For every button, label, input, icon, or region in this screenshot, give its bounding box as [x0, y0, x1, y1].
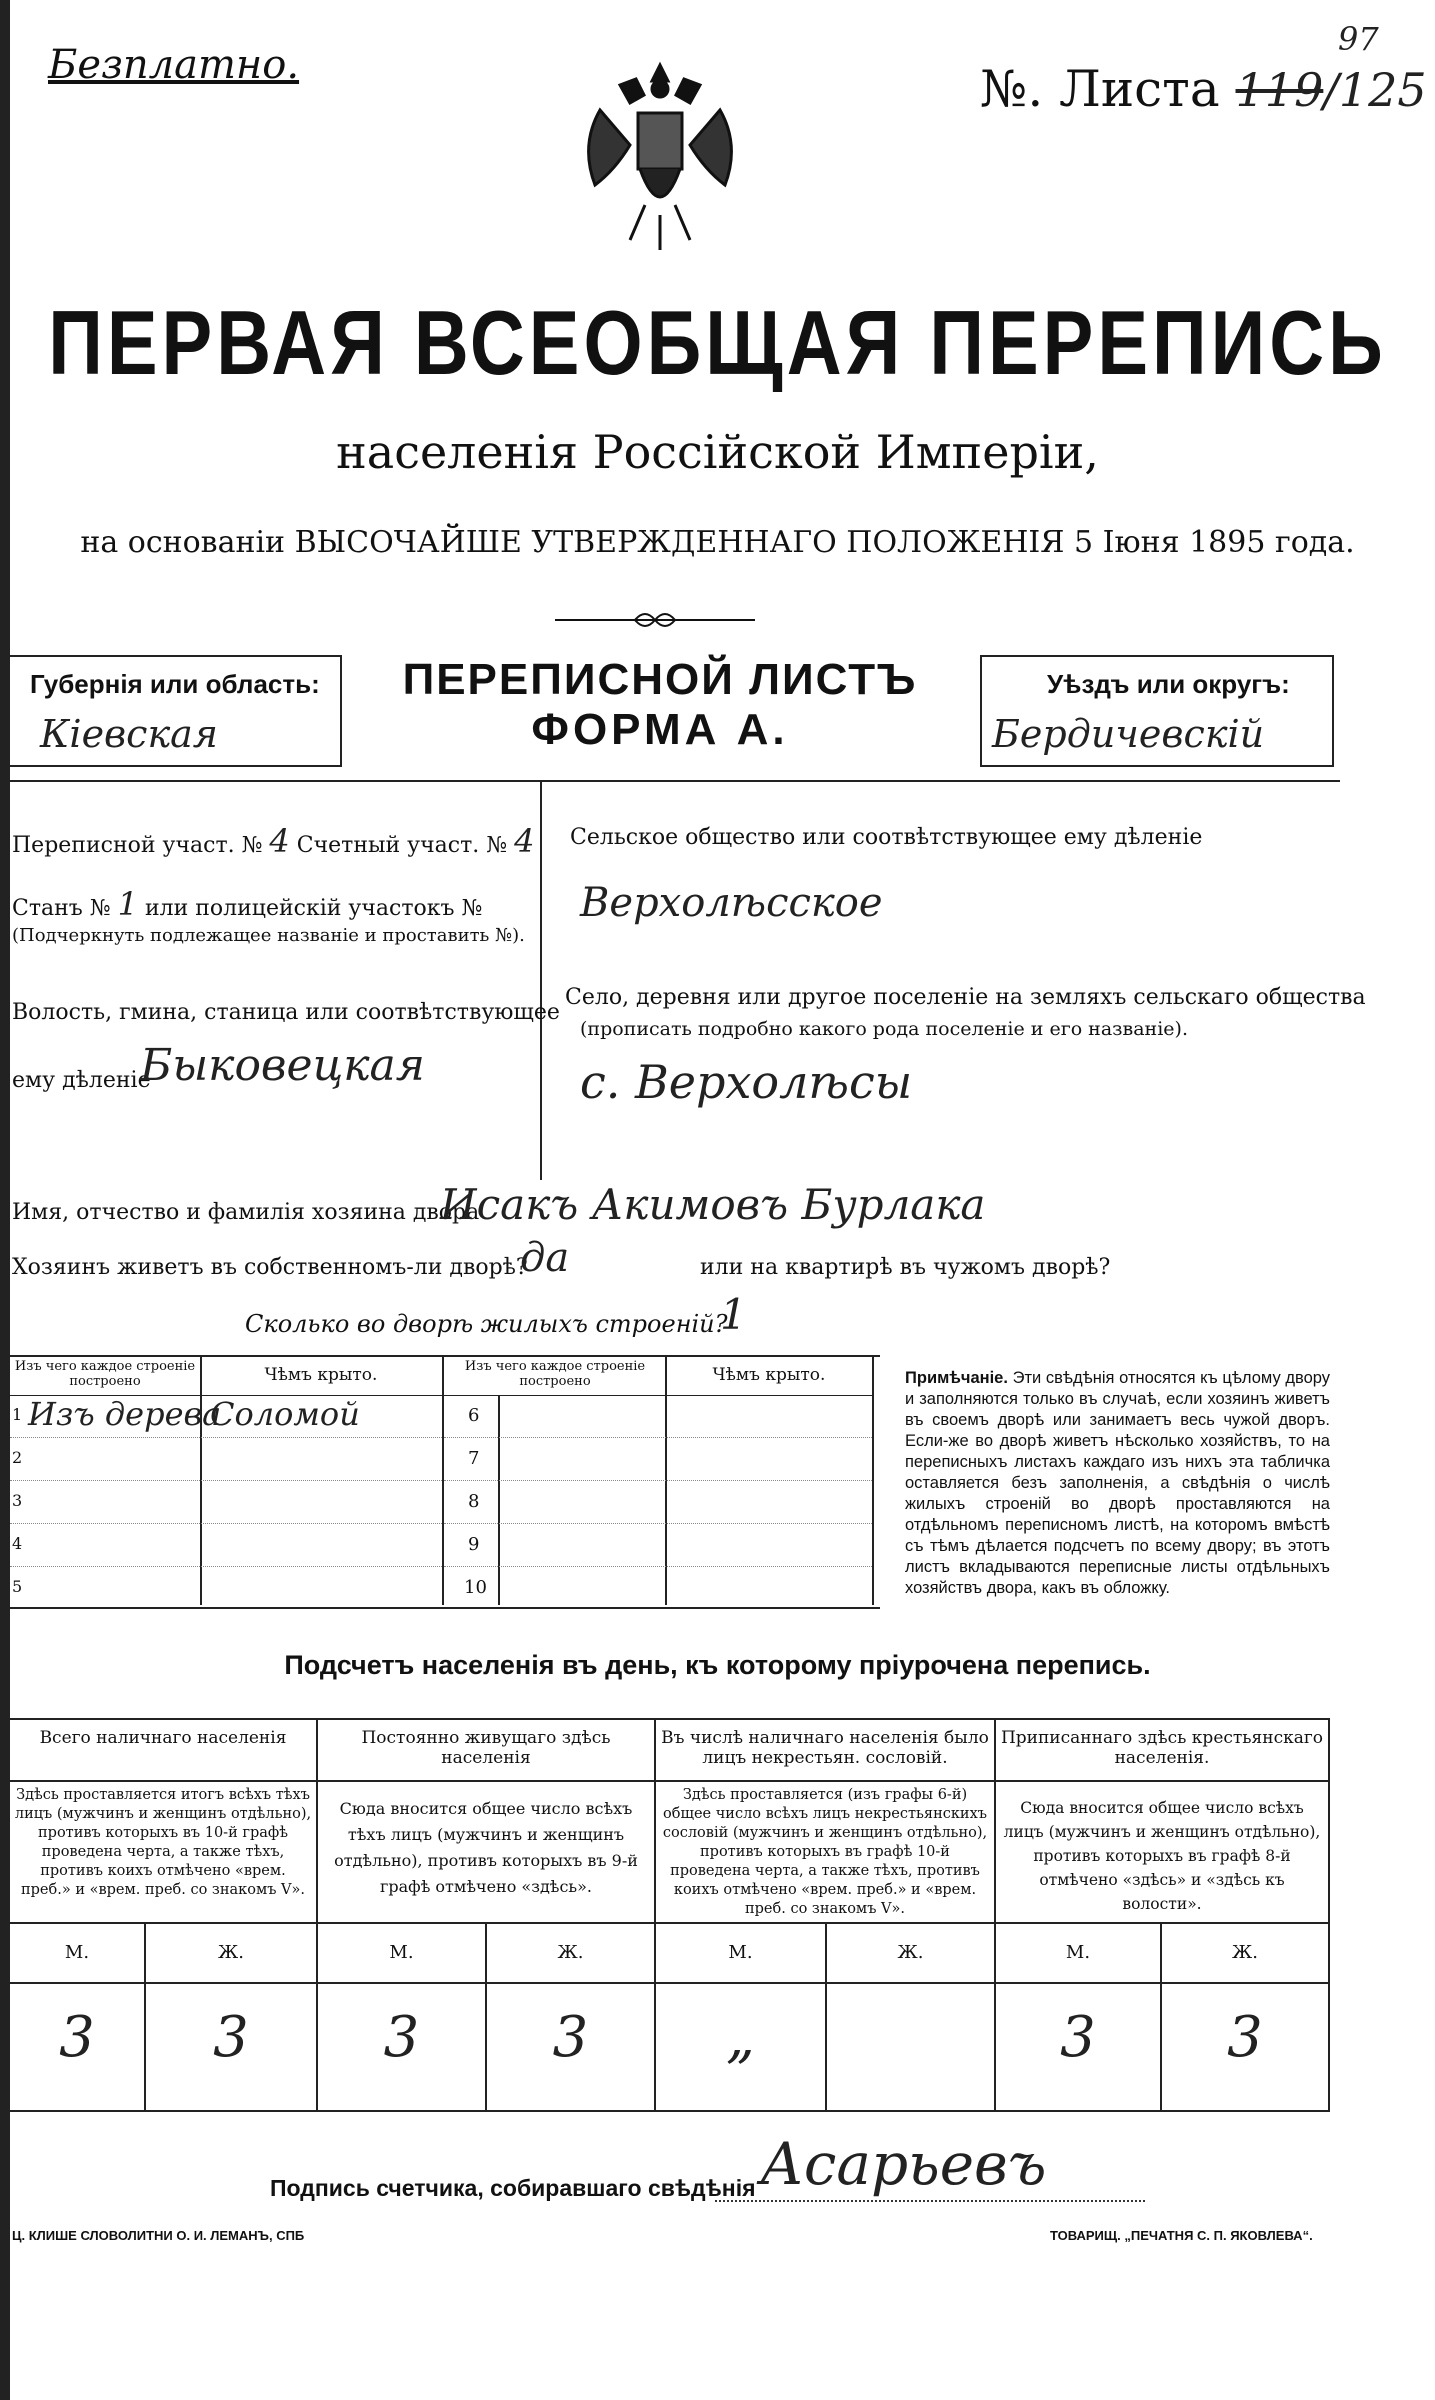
- count-value: 3: [59, 2005, 95, 2070]
- count-value: 3: [1060, 2005, 1096, 2070]
- count-value: „: [725, 2005, 755, 2070]
- free-label: Безплатно.: [48, 42, 300, 88]
- buildings-label: Сколько во дворѣ жилыхъ строеній?: [245, 1310, 728, 1338]
- buildings-value: 1: [720, 1290, 747, 1339]
- count-m-label: М.: [64, 1942, 90, 1963]
- table-row: 10: [464, 1577, 487, 1598]
- count-m-label: М.: [1065, 1942, 1091, 1963]
- right-material-header: Изъ чего каждое строеніе построено: [464, 1359, 646, 1389]
- count-value: 3: [213, 2005, 249, 2070]
- table-row: 9: [444, 1524, 872, 1567]
- count-col-3-head: Въ числѣ наличнаго населенія было лицъ некрестьян. сословій.: [661, 1728, 989, 1768]
- form-subtitle: ФОРМА А.: [531, 705, 789, 754]
- count-col-3-desc: Здѣсь проставляется (изъ графы 6-й) общее число всѣхъ лицъ некрестьянскихъ сословій (мужчинъ и женщинъ отдѣльно), противъ которыхъ въ графѣ 10-й проведена черта, а также тѣхъ, противъ коихъ отмѣчено «врем. преб.» и «врем. преб. со знакомъ V».: [662, 1787, 988, 1917]
- census-section-label: Переписной участ. №: [12, 833, 263, 858]
- count-col-4-desc: Сюда вносится общее число всѣхъ лицъ (мужчинъ и женщинъ отдѣльно), противъ которыхъ въ графѣ 8-й отмѣчено «здѣсь» и «здѣсь къ волости».: [1003, 1799, 1321, 1913]
- form-title-block: [340, 655, 980, 755]
- sheet-number-value: 125: [1338, 63, 1427, 117]
- underline-note: (Подчеркнуть подлежащее названіе и проставить №).: [12, 925, 525, 946]
- left-rows: [10, 1395, 442, 1607]
- printer-right: ТОВАРИЩ. „ПЕЧАТНЯ С. П. ЯКОВЛЕВА“.: [1050, 2228, 1313, 2243]
- page-title: ПЕРВАЯ ВСЕОБЩАЯ ПЕРЕПИСЬ: [48, 292, 1387, 395]
- count-col-2-head: Постоянно живущаго здѣсь населенія: [361, 1728, 611, 1768]
- count-m-label: М.: [389, 1942, 414, 1963]
- owner-name-label: Имя, отчество и фамилія хозяина двора: [12, 1200, 480, 1225]
- village-value: с. Верхолѣсы: [580, 1055, 913, 1109]
- count-f-label: Ж.: [218, 1942, 244, 1963]
- community-label: Сельское общество или соотвѣтствующее ему дѣленіе: [570, 825, 1203, 850]
- basis-line: на основаніи ВЫСОЧАЙШЕ УТВЕРЖДЕННАГО ПОЛОЖЕНІЯ 5 Іюня 1895 года.: [80, 525, 1355, 560]
- double-headed-eagle-icon: [560, 55, 760, 255]
- table-row: 6: [444, 1395, 872, 1438]
- right-rows: [444, 1395, 872, 1607]
- table-row: 2: [10, 1438, 442, 1481]
- district-box: [980, 655, 1334, 767]
- printer-left: Ц. КЛИШЕ СЛОВОЛИТНИ О. И. ЛЕМАНЪ, СПБ: [12, 2228, 305, 2243]
- rented-label: или на квартирѣ въ чужомъ дворѣ?: [700, 1255, 1111, 1280]
- sheet-number-note: 97: [1338, 20, 1379, 58]
- count-value: 3: [552, 2005, 589, 2070]
- table-row: 8: [444, 1481, 872, 1524]
- count-table: [10, 1718, 1330, 2112]
- count-col-1-head: Всего наличнаго населенія: [39, 1728, 287, 1748]
- location-divider: [540, 780, 542, 1180]
- page-subtitle: населенія Россійской Имперіи,: [336, 425, 1099, 479]
- signature-value: Асарьевъ: [760, 2130, 1047, 2198]
- sheet-number: №. Листа 119/125: [980, 60, 1427, 118]
- province-value: Кіевская: [40, 712, 218, 756]
- left-roof-header: Чѣмъ крыто.: [264, 1365, 378, 1385]
- form-title: ПЕРЕПИСНОЙ ЛИСТЪ: [402, 655, 918, 704]
- own-yard-value: да: [520, 1235, 570, 1281]
- counting-section-value: 4: [514, 822, 535, 860]
- owner-name-value: Исакъ Акимовъ Бурлака: [440, 1180, 986, 1229]
- count-f-label: Ж.: [897, 1942, 924, 1963]
- count-value: 3: [1227, 2005, 1263, 2070]
- count-f-label: Ж.: [1232, 1942, 1258, 1963]
- count-col-2-desc: Сюда вносится общее число всѣхъ тѣхъ лицъ (мужчинъ и женщинъ отдѣльно), противъ которыхъ въ 9-й графѣ отмѣчено «здѣсь».: [334, 1799, 638, 1896]
- own-yard-label: Хозяинъ живетъ въ собственномъ-ли дворѣ?: [12, 1255, 528, 1280]
- census-section-row: [12, 822, 534, 860]
- sheet-number-struck: 119: [1235, 63, 1324, 117]
- village-label: Село, деревня или другое поселеніе на земляхъ сельскаго общества: [565, 985, 1366, 1010]
- signature-label: Подпись счетчика, собиравшаго свѣдѣнія: [270, 2175, 756, 2201]
- district-value: Бердичевскій: [992, 712, 1265, 756]
- count-col-4-head: Приписаннаго здѣсь крестьянскаго населенія.: [1000, 1728, 1324, 1768]
- count-m-label: М.: [728, 1942, 753, 1963]
- volost-value: Быковецкая: [140, 1040, 425, 1091]
- remark-block: [905, 1368, 1330, 1599]
- stan-value: 1: [117, 885, 138, 923]
- volost-label-2: ему дѣленіе: [12, 1068, 151, 1093]
- count-title: Подсчетъ населенія въ день, къ которому пріурочена перепись.: [284, 1650, 1151, 1680]
- table-row: 1 Изъ дерева Соломой: [10, 1395, 442, 1438]
- table-row: 7: [444, 1438, 872, 1481]
- table-row: 3: [10, 1481, 442, 1524]
- province-label: Губернія или область:: [30, 669, 320, 699]
- volost-label: Волость, гмина, станица или соотвѣтствующее: [12, 1000, 560, 1025]
- community-value: Верхолѣсское: [580, 880, 883, 926]
- signature-line: [715, 2200, 1145, 2202]
- right-roof-header: Чѣмъ крыто.: [712, 1365, 826, 1385]
- table-row: 4: [10, 1524, 442, 1567]
- buildings-table: [10, 1355, 880, 1605]
- village-note: (прописать подробно какого рода поселеніе и его названіе).: [580, 1018, 1188, 1040]
- stan-row: [12, 885, 482, 923]
- remark-text: Эти свѣдѣнія относятся къ цѣлому двору и заполняются только въ случаѣ, если хозяинъ живетъ въ своемъ дворѣ или занимаетъ весь чужой дворъ. Если-же во дворѣ живетъ нѣсколько хозяйствъ, то на переписныхъ листахъ каждаго изъ нихъ эта табличка оставляется безъ заполненія, а свѣдѣнія о числѣ жилыхъ строеній во дворѣ проставляются на отдѣльномъ переписномъ листѣ, на которомъ вмѣстѣ съ тѣмъ дѣлается подсчетъ по всему двору; въ этотъ листъ вкладываются переписные листы отдѣльныхъ хозяйствъ двора, какъ въ обложку.: [905, 1369, 1330, 1597]
- count-f-label: Ж.: [557, 1942, 584, 1963]
- province-box: [10, 655, 342, 767]
- counting-section-label: Счетный участ. №: [296, 833, 508, 858]
- police-label: или полицейскій участокъ №: [144, 896, 483, 921]
- stan-label: Станъ №: [12, 896, 111, 921]
- remark-title: Примѣчаніе.: [905, 1369, 1008, 1387]
- count-value: 3: [383, 2005, 420, 2070]
- census-section-value: 4: [269, 822, 290, 860]
- district-label: Уѣздъ или округъ:: [1047, 669, 1290, 699]
- sheet-number-label: №. Листа: [980, 60, 1220, 118]
- ornament-divider: [555, 605, 755, 635]
- count-col-1-desc: Здѣсь проставляется итогъ всѣхъ тѣхъ лицъ (мужчинъ и женщинъ отдѣльно), противъ которыхъ въ 10-й графѣ проведена черта, а также тѣхъ, противъ коихъ отмѣчено «врем. преб.» и «врем. преб. со знакомъ V».: [14, 1787, 312, 1898]
- left-material-header: Изъ чего каждое строеніе построено: [14, 1359, 196, 1389]
- table-row: 5: [12, 1577, 23, 1596]
